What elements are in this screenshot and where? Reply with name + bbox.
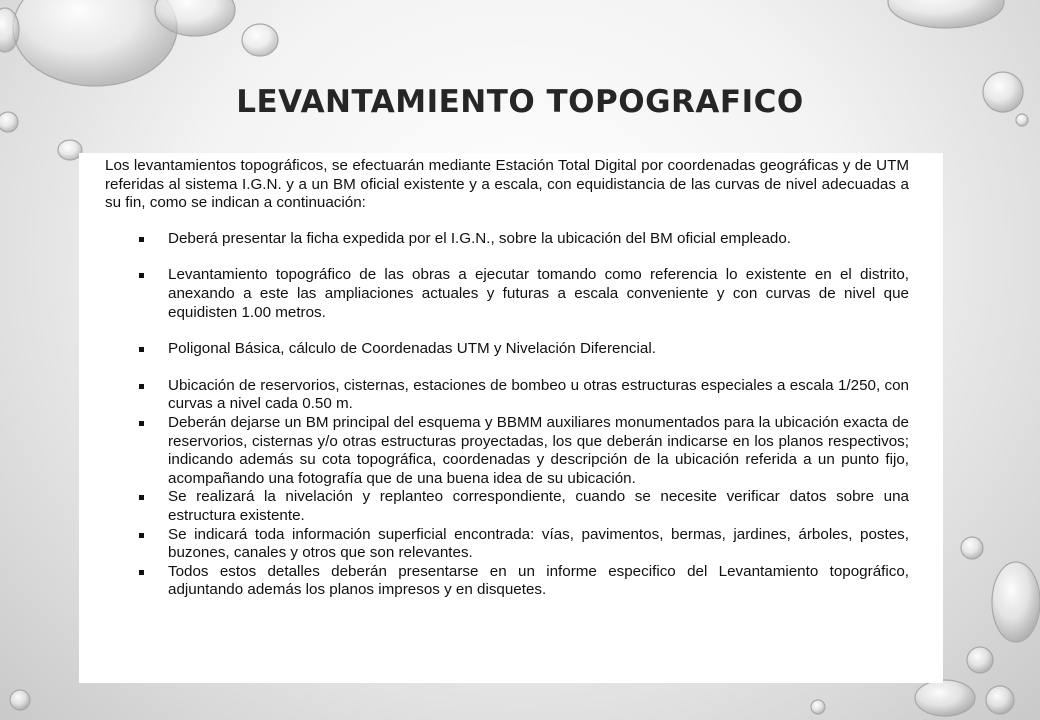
square-bullet-icon xyxy=(139,237,144,242)
list-item-text: Deberán dejarse un BM principal del esquema y BBMM auxiliares monumentados para la ubicación exacta de reservorios, cisternas y/o otras estructuras proyectadas, los que deberán indicarse en los planos respectivos; indicando además su cota topográfica, coordenadas y descripción de la ubicación referida a un punto fijo, acompañando una fotografía que de una buena idea de su ubicación. xyxy=(168,413,909,487)
list-item xyxy=(105,230,909,249)
list-item-text: Todos estos detalles deberán presentarse en un informe especifico del Levantamiento topográfico, adjuntando además los planos impresos y en disquetes. xyxy=(168,562,909,599)
square-bullet-icon xyxy=(139,347,144,352)
list-item-text: Se indicará toda información superficial encontrada: vías, pavimentos, bermas, jardines, árboles, postes, buzones, canales y otros que son relevantes. xyxy=(168,525,909,562)
square-bullet-icon xyxy=(139,421,144,426)
list-item xyxy=(105,377,909,414)
slide-title: LEVANTAMIENTO TOPOGRAFICO xyxy=(236,84,804,120)
list-item-text: Se realizará la nivelación y replanteo correspondiente, cuando se necesite verificar datos sobre una estructura existente. xyxy=(168,488,909,524)
list-item-text: Poligonal Básica, cálculo de Coordenadas UTM y Nivelación Diferencial. xyxy=(168,340,656,358)
document-scan xyxy=(79,153,943,683)
intro-paragraph: Los levantamientos topográficos, se efectuarán mediante Estación Total Digital por coordenadas geográficas y de UTM referidas al sistema I.G.N. y a un BM oficial existente y a escala, con equidistancia de las curvas de nivel adecuadas a su fin, como se indican a continuación: xyxy=(105,157,909,212)
list-item xyxy=(105,563,909,600)
square-bullet-icon xyxy=(139,384,144,389)
list-item xyxy=(105,526,909,563)
list-item-text: Levantamiento topográfico de las obras a ejecutar tomando como referencia lo existente en el distrito, anexando a este las ampliaciones actuales y futuras a escala conveniente y con curvas de nivel que equidisten 1.00 metros. xyxy=(168,266,909,321)
square-bullet-icon xyxy=(139,273,144,278)
list-item-text: Ubicación de reservorios, cisternas, estaciones de bombeo u otras estructuras especiales a escala 1/250, con curvas a nivel cada 0.50 m. xyxy=(168,376,909,413)
list-item xyxy=(105,488,909,525)
list-item-text: Deberá presentar la ficha expedida por el I.G.N., sobre la ubicación del BM oficial empleado. xyxy=(168,229,792,247)
list-item xyxy=(105,414,909,488)
list-item xyxy=(105,266,909,322)
square-bullet-icon xyxy=(139,495,144,500)
square-bullet-icon xyxy=(139,533,144,538)
requirements-list xyxy=(105,230,909,600)
square-bullet-icon xyxy=(139,570,144,575)
list-item xyxy=(105,340,909,359)
